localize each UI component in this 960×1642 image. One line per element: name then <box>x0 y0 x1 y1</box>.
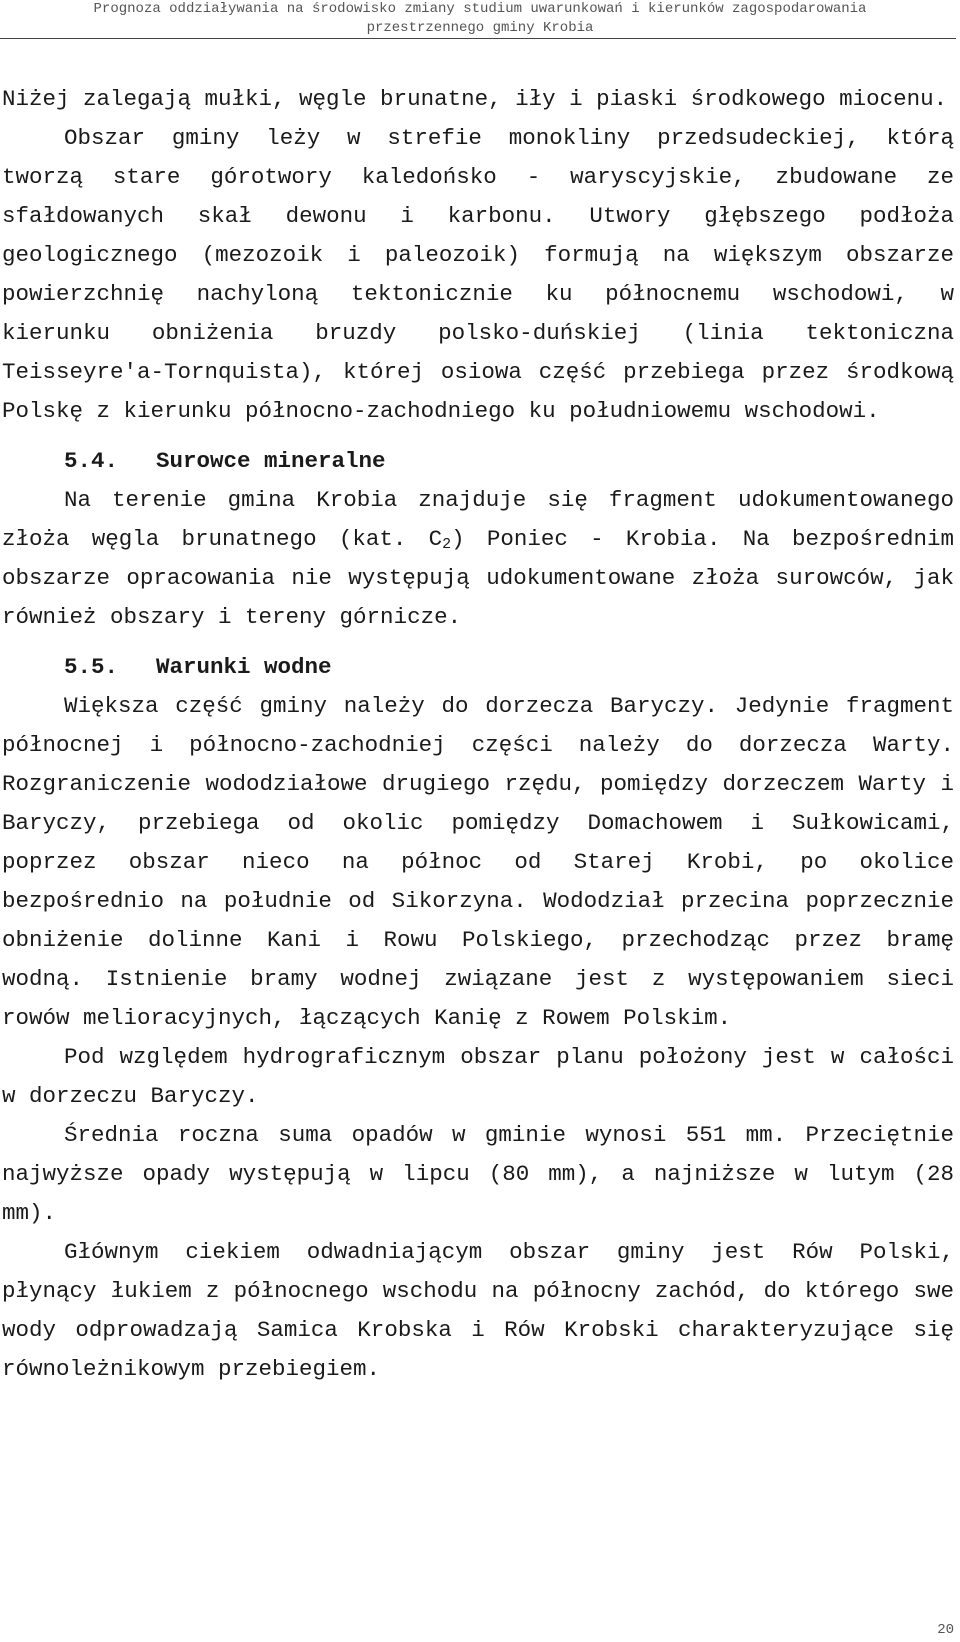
minerals-text-before: Na terenie gmina Krobia znajduje się fragment udokumentowanego złoża węgla brunatnego (kat. C <box>2 487 954 552</box>
section-heading-5-5 <box>2 648 954 687</box>
paragraph-precipitation: Średnia roczna suma opadów w gminie wynosi 551 mm. Przeciętnie najwyższe opady występują w lipcu (80 mm), a najniższe w lutym (28 mm). <box>2 1122 954 1226</box>
paragraph-hydrography: Pod względem hydrograficznym obszar planu położony jest w całości w dorzeczu Baryczy. <box>2 1044 954 1109</box>
running-header-line-2: przestrzennego gminy Krobia <box>366 20 594 36</box>
section-number-5-5: 5.5. <box>64 654 119 680</box>
section-title-5-5: Warunki wodne <box>156 654 332 680</box>
page-number: 20 <box>937 1622 954 1638</box>
paragraph-watershed: Większa część gminy należy do dorzecza Baryczy. Jedynie fragment północnej i północno-zachodniej części należy do dorzecza Warty. Rozgraniczenie wododziałowe drugiego rzędu, pomiędzy dorzeczem Warty i Baryczy, przebiega od okolic pomiędzy Domachowem i Sułkowicami, poprzez obszar nieco na północ od Starej Krobi, po okolice bezpośrednio na południe od Sikorzyna. Wododział przecina poprzecznie obniżenie dolinne Kani i Rowu Polskiego, przechodząc przez bramę wodną. Istnienie bramy wodnej związane jest z występowaniem sieci rowów melioracyjnych, łączących Kanię z Rowem Polskim. <box>2 693 954 1031</box>
running-header-line-1: Prognoza oddziaływania na środowisko zmiany studium uwarunkowań i kierunków zagospodarowania <box>93 1 867 17</box>
minerals-text-after: ) Poniec - Krobia. Na bezpośrednim obszarze opracowania nie występują udokumentowane złoża surowców, jak również obszary i tereny górnicze. <box>2 526 954 630</box>
section-heading-5-4 <box>2 442 954 481</box>
section-number-5-4: 5.4. <box>64 448 119 474</box>
running-header <box>0 0 960 38</box>
paragraph-miocene: Niżej zalegają mułki, węgle brunatne, iły i piaski środkowego miocenu. <box>2 86 948 112</box>
minerals-subscript: 2 <box>442 536 452 553</box>
document-body <box>2 80 954 1389</box>
header-divider <box>0 38 956 39</box>
paragraph-minerals <box>2 481 954 637</box>
paragraph-monocline: Obszar gminy leży w strefie monokliny przedsudeckiej, którą tworzą stare górotwory kaledońsko - waryscyjskie, zbudowane ze sfałdowanych skał dewonu i karbonu. Utwory głębszego podłoża geologicznego (mezozoik i paleozoik) formują na większym obszarze powierzchnię nachyloną tektonicznie ku północnemu wschodowi, w kierunku obniżenia bruzdy polsko-duńskiej (linia tektoniczna Teisseyre'a-Tornquista), której osiowa część przebiega przez środkową Polskę z kierunku północno-zachodniego ku południowemu wschodowi. <box>2 125 954 424</box>
paragraph-rivers: Głównym ciekiem odwadniającym obszar gminy jest Rów Polski, płynący łukiem z północnego wschodu na północny zachód, do którego swe wody odprowadzają Samica Krobska i Rów Krobski charakteryzujące się równoleżnikowym przebiegiem. <box>2 1239 954 1382</box>
section-title-5-4: Surowce mineralne <box>156 448 386 474</box>
